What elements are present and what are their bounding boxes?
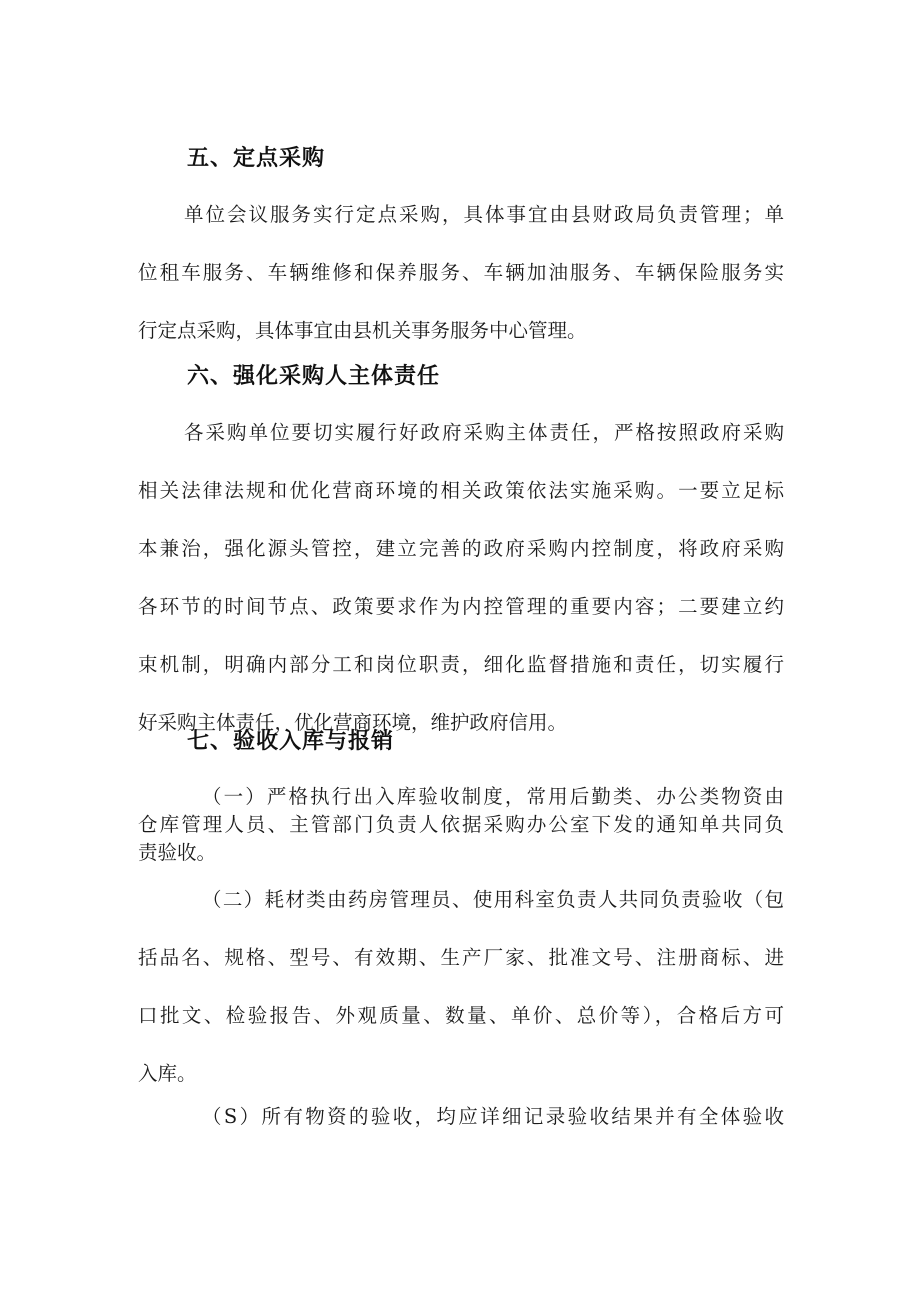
text-line: 好采购主体责任，优化营商环境，维护政府信用。 — [138, 711, 568, 734]
text-line: （一）严格执行出入库验收制度，常用后勤类、办公类物资由 — [202, 785, 784, 808]
text-line: 口批文、检验报告、外观质量、数量、单价、总价等），合格后方可 — [138, 1004, 784, 1027]
text-line: 入库。 — [138, 1062, 197, 1085]
section-heading-5: 五、定点采购 — [187, 146, 326, 171]
text-line: 相关法律法规和优化营商环境的相关政策依法实施采购。一要立足标 — [138, 479, 784, 502]
text-line: 各环节的时间节点、政策要求作为内控管理的重要内容；二要建立约 — [138, 595, 784, 618]
text-line: 单位会议服务实行定点采购，具体事宜由县财政局负责管理；单 — [184, 203, 784, 226]
section-heading-6: 六、强化采购人主体责任 — [187, 364, 441, 389]
text-line: 行定点采购，具体事宜由县机关事务服务中心管理。 — [138, 319, 587, 342]
text-line: （S）所有物资的验收，均应详细记录验收结果并有全体验收 — [202, 1105, 784, 1128]
text-line: 束机制，明确内部分工和岗位职责，细化监督措施和责任，切实履行 — [138, 653, 784, 676]
section-6-paragraph — [138, 404, 784, 752]
section-7-paragraph-3 — [138, 1088, 784, 1146]
section-7-paragraph-1 — [138, 783, 784, 867]
text-line: 位租车服务、车辆维修和保养服务、车辆加油服务、车辆保险服务实 — [138, 261, 784, 284]
text-line: 括品名、规格、型号、有效期、生产厂家、批准文号、注册商标、进 — [138, 946, 784, 969]
text-line: 各采购单位要切实履行好政府采购主体责任，严格按照政府采购 — [184, 421, 784, 444]
section-5-paragraph — [138, 186, 784, 360]
text-line: 本兼治，强化源头管控，建立完善的政府采购内控制度，将政府采购 — [138, 537, 784, 560]
section-heading-7: 七、验收入库与报销 — [187, 729, 395, 754]
text-line: （二）耗材类由药房管理员、使用科室负责人共同负责验收（包 — [202, 888, 784, 911]
section-7-paragraph-2 — [138, 871, 784, 1103]
text-line: 责验收。 — [138, 841, 217, 864]
text-line: 仓库管理人员、主管部门负责人依据采购办公室下发的通知单共同负 — [138, 813, 784, 836]
